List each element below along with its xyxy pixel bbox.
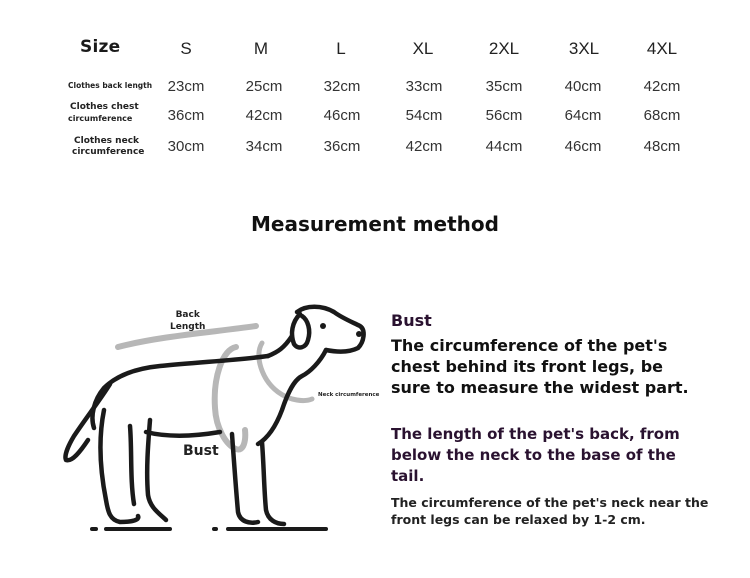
table-cell: 64cm (564, 107, 602, 124)
size-col-s: S (180, 39, 192, 58)
table-cell: 42cm (405, 138, 443, 155)
table-cell: 25cm (245, 78, 283, 95)
row-label-line: circumference (68, 114, 133, 123)
table-cell: 68cm (643, 107, 681, 124)
table-cell: 36cm (323, 138, 361, 155)
dog-eye (320, 323, 326, 329)
table-cell: 32cm (323, 78, 361, 95)
size-header: Size (80, 37, 121, 57)
table-cell: 42cm (245, 107, 283, 124)
table-cell: 46cm (564, 138, 602, 155)
back-length-label-line: Length (170, 322, 206, 332)
table-cell: 56cm (485, 107, 523, 124)
back-length-label (170, 309, 205, 333)
table-cell: 46cm (323, 107, 361, 124)
size-col-xl: XL (412, 39, 434, 58)
size-col-4xl: 4XL (646, 39, 678, 58)
dog-nose (356, 331, 362, 337)
table-cell: 30cm (167, 138, 205, 155)
table-cell: 33cm (405, 78, 443, 95)
table-cell: 42cm (643, 78, 681, 95)
size-col-l: L (336, 39, 346, 58)
row-label-line: Clothes chest (70, 102, 139, 112)
table-cell: 23cm (167, 78, 205, 95)
bust-heading: Bust (391, 311, 432, 330)
row-label-line: circumference (72, 147, 145, 157)
bust-label: Bust (183, 443, 219, 459)
neck-circumference-label: Neck circumference (318, 392, 380, 398)
back-length-label-line: Back (175, 310, 200, 320)
table-cell: 34cm (245, 138, 283, 155)
size-col-m: M (253, 39, 269, 58)
neck-circumference-guide (259, 343, 312, 401)
method-title: Measurement method (251, 212, 499, 236)
table-cell: 40cm (564, 78, 602, 95)
table-cell: 48cm (643, 138, 681, 155)
row-label-line: Clothes neck (74, 136, 140, 146)
chest-description: The circumference of the pet's chest behind its front legs, be sure to measure the widest part. (391, 336, 689, 397)
table-cell: 36cm (167, 107, 205, 124)
table-cell: 44cm (485, 138, 523, 155)
back-description: The length of the pet's back, from below the neck to the base of the tail. (391, 425, 680, 485)
table-cell: 35cm (485, 78, 523, 95)
table-cell: 54cm (405, 107, 443, 124)
size-col-3xl: 3XL (568, 39, 600, 58)
size-col-2xl: 2XL (488, 39, 520, 58)
row-label-back-length: Clothes back length (68, 81, 153, 90)
neck-description: The circumference of the pet's neck near the front legs can be relaxed by 1-2 cm. (391, 495, 709, 527)
